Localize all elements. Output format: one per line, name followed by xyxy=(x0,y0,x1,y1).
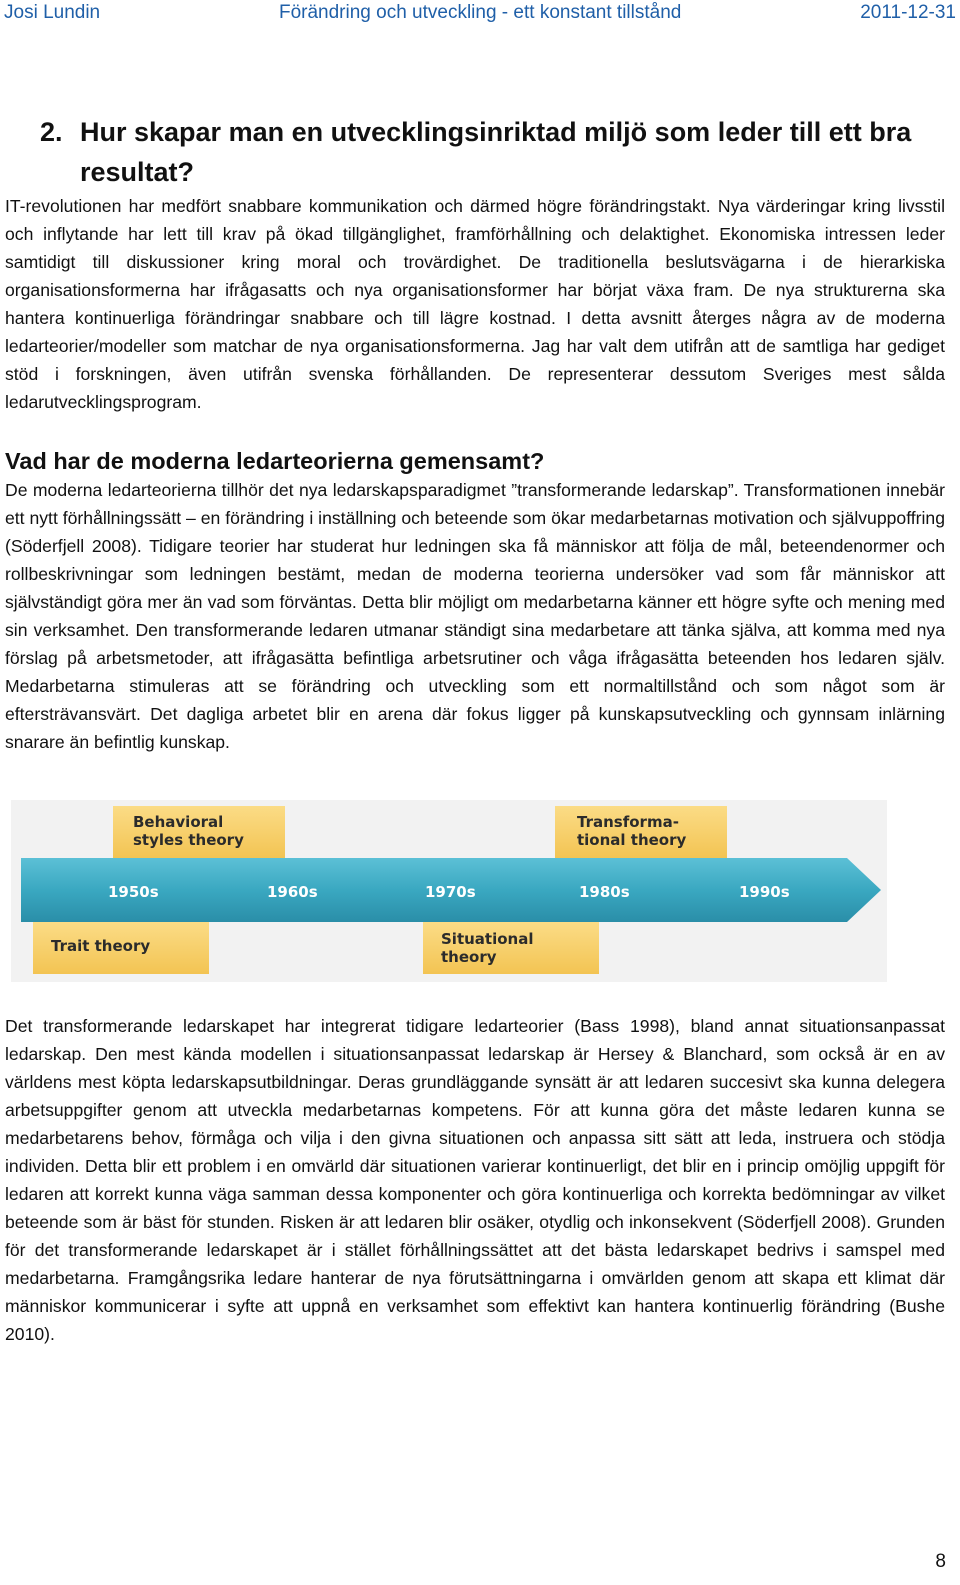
decade-1970s: 1970s xyxy=(425,883,476,901)
timeline-graphic xyxy=(11,800,887,982)
bottom-theory-2-line2: theory xyxy=(441,948,497,966)
decade-1950s: 1950s xyxy=(108,883,159,901)
intro-paragraph: IT-revolutionen har medfört snabbare kommunikation och därmed högre förändringstakt. Nya värderingar kring livsstil och inflytande har lett till krav på ökad tillgänglighet, framförhållning och delaktighet. Ekonomiska intressen leder samtidigt till diskussioner kring moral och trovärdighet. De traditionella beslutsvägarna i de hierarkiska organisationsformerna har ifrågasatts och nya organisationsformer har börjat växa fram. De nya strukturerna ska hantera kontinuerliga förändringar snabbare och till lägre kostnad. I detta avsnitt återges några av de moderna ledarteorier/modeller som matchar de nya organisationsformerna. Jag har valt dem utifrån att de samtliga har gediget stöd i forskningen, även utifrån svenska förhållanden. De representerar dessutom Sveriges mest sålda ledarutvecklingsprogram. xyxy=(5,196,945,412)
subsection-paragraph: De moderna ledarteorierna tillhör det nya ledarskapsparadigmet ”transformerande ledarskap”. Transformationen innebär ett nytt förhållningssätt – en förändring i inställning och beteende som ökar medarbetarnas motivation och självuppoffring (Söderfjell 2008). Tidigare teorier har studerat hur ledningen ska få människor att följa de mål, beteendenormer och rollbeskrivningar som ledningen bestämt, medan de moderna teorierna undersöker vad som får människor att självständigt göra mer än vad som förväntas. Detta blir möjligt om medarbetarna känner ett högre syfte och mening med sin verksamhet. Den transformerande ledaren utmanar ständigt sina medarbetare att tänka själva, att komma med nya förslag på arbetsmetoder, att ifrågasätta befintliga arbetsrutiner och våga ifrågasätta beteenden hos ledaren själv. Medarbetarna stimuleras att se förändring och utveckling som ett normaltillstånd och som något som är eftersträvansvärt. Det dagliga arbetet blir en arena där fokus ligger på kunskapsutveckling och gynnsam inlärning snarare än befintlig kunskap. xyxy=(5,480,945,752)
decade-1980s: 1980s xyxy=(579,883,630,901)
closing-paragraph: Det transformerande ledarskapet har integrerat tidigare ledarteorier (Bass 1998), bland annat situationsanpassat ledarskap. Den mest kända modellen i situationsanpassat ledarskap är Hersey & Blanchard, som också är en av världens mest köpta ledarskapsutbildningar. Deras grundläggande synsätt är att ledaren succesivt ska kunna delegera arbetsuppgifter genom att utveckla medarbetarnas kompetens. För att kunna göra det måste ledaren kunna se medarbetarens behov, förmåga och vilja i den givna situationen och anpassa sitt sätt att leda, instruera och stödja individen. Detta blir ett problem i en omvärld där situationen varierar kontinuerligt, det blir en i princip omöjlig uppgift för ledaren att korrekt kunna väga samman dessa komponenter och göra kontinuerliga och korrekta bedömningar av vilket beteende som är bäst för stunden. Risken är att ledaren blir osäker, otydlig och inkonsekvent (Söderfjell 2008). Grunden för det transformerande ledarskapet är i stället förhållningssättet att det bästa ledarskapet bedrivs i samspel med medarbetarna. Framgångsrika ledare hanterar de nya förutsättningarna i omvärlden genom att skapa ett klimat där människor kommunicerar i syfte att uppnå en verksamhet som effektivt kan hantera kontinuerlig förändring (Bushe 2010). xyxy=(5,1016,945,1344)
top-theory-2-line1: Transforma- xyxy=(577,813,679,831)
subsection-heading: Vad har de moderna ledarteorierna gemensamt? xyxy=(5,448,545,474)
top-theory-2-line2: tional theory xyxy=(577,831,687,849)
leadership-theory-timeline xyxy=(11,800,887,982)
decade-1990s: 1990s xyxy=(739,883,790,901)
top-theory-1-line1: Behavioral xyxy=(133,813,224,831)
page-header xyxy=(4,0,956,28)
header-author: Josi Lundin xyxy=(4,2,101,23)
bottom-theory-box-2 xyxy=(423,922,599,974)
top-theory-box-2 xyxy=(555,806,727,858)
decade-1960s: 1960s xyxy=(267,883,318,901)
bottom-theory-2-line1: Situational xyxy=(441,930,534,948)
bottom-theory-box-1 xyxy=(33,922,209,974)
document-body xyxy=(5,112,945,1348)
section-number: 2. xyxy=(40,117,63,147)
header-title: Förändring och utveckling - ett konstant tillstånd xyxy=(278,2,682,23)
page-number: 8 xyxy=(935,1551,946,1572)
bottom-theory-1-line1: Trait theory xyxy=(51,937,151,955)
top-theory-box-1 xyxy=(113,806,285,858)
top-theory-1-line2: styles theory xyxy=(133,831,244,849)
header-date: 2011-12-31 xyxy=(860,2,956,23)
section-title: Hur skapar man en utvecklingsinriktad miljö som leder till ett bra resultat? xyxy=(80,117,912,187)
section-heading xyxy=(40,112,945,192)
